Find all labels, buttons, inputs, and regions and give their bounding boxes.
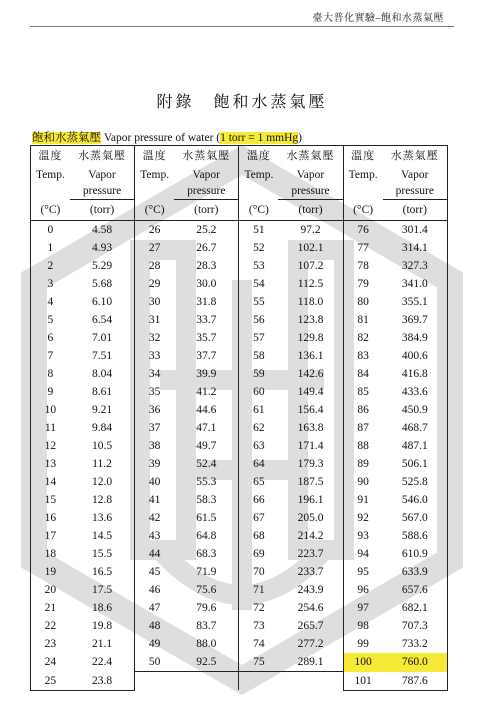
pressure-cell: 136.1 — [297, 350, 324, 362]
pressure-cell: 10.5 — [91, 440, 113, 452]
table-row — [31, 437, 448, 455]
temp-cell: 70 — [239, 563, 278, 581]
header-row — [31, 200, 448, 221]
temp-cell: 51 — [239, 221, 278, 240]
table-row — [31, 672, 448, 691]
page-title: 附錄 飽和水蒸氣壓 — [156, 94, 328, 111]
header-temp — [343, 184, 382, 200]
pressure-cell: 75.6 — [196, 584, 217, 596]
running-head: 臺大普化實驗–飽和水蒸氣壓 — [312, 13, 444, 24]
pressure-cell: 369.7 — [383, 311, 448, 329]
temp-cell: 60 — [239, 383, 278, 401]
header-temp: 溫度 — [239, 146, 278, 167]
pressure-cell: 92.5 — [174, 653, 239, 672]
temp-cell: 64 — [239, 455, 278, 473]
header-pressure: pressure — [383, 184, 448, 200]
temp-cell: 17 — [31, 527, 70, 545]
header-temp — [239, 184, 278, 200]
pressure-cell: 9.21 — [91, 404, 113, 416]
pressure-cell: 23.8 — [70, 672, 135, 691]
pressure-cell: 682.1 — [383, 599, 448, 617]
table-row — [31, 635, 448, 653]
temp-cell: 84 — [343, 365, 382, 383]
temp-cell: 35 — [135, 383, 174, 401]
table-row — [31, 491, 448, 509]
header-pressure: (torr) — [174, 200, 239, 221]
pressure-cell: 289.1 — [278, 653, 343, 672]
temp-cell: 92 — [343, 509, 382, 527]
pressure-cell: 196.1 — [297, 494, 324, 506]
header-temp: (°C) — [239, 200, 278, 221]
pressure-cell: 7.01 — [91, 332, 113, 344]
pressure-cell: 7.51 — [91, 350, 113, 362]
pressure-cell: 35.7 — [196, 332, 217, 344]
temp-cell: 50 — [135, 653, 174, 672]
pressure-cell: 129.8 — [297, 332, 324, 344]
table-row — [31, 347, 448, 365]
table-row — [31, 473, 448, 491]
pressure-cell: 31.8 — [196, 296, 217, 308]
pressure-cell: 41.2 — [196, 386, 217, 398]
pressure-cell: 233.7 — [297, 566, 324, 578]
empty-cell — [239, 672, 278, 691]
pressure-cell: 149.4 — [297, 386, 324, 398]
header-pressure: 水蒸氣壓 — [278, 146, 343, 167]
pressure-cell: 610.9 — [383, 545, 448, 563]
pressure-cell: 26.7 — [196, 242, 217, 254]
pressure-cell: 12.0 — [91, 476, 113, 488]
temp-cell: 0 — [31, 221, 70, 240]
pressure-cell: 546.0 — [383, 491, 448, 509]
header-pressure: Vapor — [192, 169, 220, 181]
pressure-cell: 243.9 — [297, 584, 324, 596]
pressure-cell: 314.1 — [383, 239, 448, 257]
header-pressure: pressure — [174, 184, 239, 200]
temp-cell: 59 — [239, 365, 278, 383]
temp-cell: 3 — [31, 275, 70, 293]
temp-cell: 34 — [135, 365, 174, 383]
temp-cell: 101 — [343, 672, 382, 691]
pressure-cell: 18.6 — [91, 602, 113, 614]
header-pressure: (torr) — [70, 200, 135, 221]
temp-cell: 39 — [135, 455, 174, 473]
temp-cell: 11 — [31, 419, 70, 437]
pressure-cell: 102.1 — [297, 242, 324, 254]
pressure-cell: 4.93 — [91, 242, 113, 254]
temp-cell: 26 — [135, 221, 174, 240]
temp-cell: 21 — [31, 599, 70, 617]
pressure-cell: 6.54 — [91, 314, 113, 326]
temp-cell: 27 — [135, 239, 174, 257]
table-row — [31, 563, 448, 581]
table-row — [31, 257, 448, 275]
header-temp: 溫度 — [31, 146, 70, 167]
pressure-cell: 163.8 — [297, 422, 324, 434]
temp-cell: 45 — [135, 563, 174, 581]
header-temp — [31, 184, 70, 200]
table-row — [31, 527, 448, 545]
pressure-cell: 17.5 — [91, 584, 113, 596]
temp-cell: 32 — [135, 329, 174, 347]
pressure-cell: 506.1 — [383, 455, 448, 473]
pressure-cell: 341.0 — [383, 275, 448, 293]
pressure-cell: 44.6 — [196, 404, 217, 416]
temp-cell: 65 — [239, 473, 278, 491]
pressure-cell: 487.1 — [383, 437, 448, 455]
pressure-cell: 171.4 — [297, 440, 324, 452]
pressure-cell: 71.9 — [196, 566, 217, 578]
temp-cell: 13 — [31, 455, 70, 473]
temp-cell: 86 — [343, 401, 382, 419]
temp-cell: 30 — [135, 293, 174, 311]
pressure-cell: 22.4 — [91, 656, 113, 669]
temp-cell: 76 — [343, 221, 382, 240]
temp-cell: 48 — [135, 617, 174, 635]
pressure-cell: 265.7 — [297, 620, 324, 632]
pressure-cell: 416.8 — [383, 365, 448, 383]
table-row — [31, 581, 448, 599]
pressure-cell: 83.7 — [196, 620, 217, 632]
pressure-cell: 707.3 — [383, 617, 448, 635]
temp-cell: 81 — [343, 311, 382, 329]
temp-cell: 91 — [343, 491, 382, 509]
header-temp: 溫度 — [135, 146, 174, 167]
pressure-cell: 301.4 — [383, 221, 448, 240]
table-row — [31, 383, 448, 401]
temp-cell: 98 — [343, 617, 382, 635]
temp-cell: 93 — [343, 527, 382, 545]
temp-cell: 72 — [239, 599, 278, 617]
header-temp: (°C) — [31, 200, 70, 221]
temp-cell: 8 — [31, 365, 70, 383]
temp-cell: 2 — [31, 257, 70, 275]
table-row — [31, 365, 448, 383]
pressure-cell: 657.6 — [383, 581, 448, 599]
header-temp: Temp. — [31, 166, 70, 184]
temp-cell: 78 — [343, 257, 382, 275]
temp-cell: 41 — [135, 491, 174, 509]
table-row — [31, 221, 448, 240]
temp-cell: 97 — [343, 599, 382, 617]
pressure-cell: 68.3 — [196, 548, 217, 560]
table-row — [31, 311, 448, 329]
pressure-cell: 28.3 — [196, 260, 217, 272]
temp-cell: 31 — [135, 311, 174, 329]
header-pressure: pressure — [278, 184, 343, 200]
pressure-cell: 760.0 — [383, 653, 448, 672]
temp-cell: 62 — [239, 419, 278, 437]
pressure-cell: 633.9 — [383, 563, 448, 581]
table-row — [31, 401, 448, 419]
temp-cell: 77 — [343, 239, 382, 257]
temp-cell: 100 — [343, 653, 382, 672]
temp-cell: 54 — [239, 275, 278, 293]
temp-cell: 89 — [343, 455, 382, 473]
empty-cell — [278, 672, 343, 691]
pressure-cell: 97.2 — [300, 224, 321, 236]
temp-cell: 25 — [31, 672, 70, 691]
pressure-cell: 64.8 — [196, 530, 217, 542]
header-pressure: (torr) — [383, 200, 448, 221]
pressure-cell: 450.9 — [383, 401, 448, 419]
pressure-cell: 277.2 — [297, 638, 324, 650]
pressure-cell: 112.5 — [297, 278, 324, 290]
caption-zh: 飽和水蒸氣壓 — [32, 132, 101, 144]
temp-cell: 57 — [239, 329, 278, 347]
header-pressure: (torr) — [278, 200, 343, 221]
header-temp: 溫度 — [343, 146, 382, 167]
temp-cell: 37 — [135, 419, 174, 437]
temp-cell: 90 — [343, 473, 382, 491]
temp-cell: 67 — [239, 509, 278, 527]
pressure-cell: 254.6 — [297, 602, 324, 614]
pressure-cell: 79.6 — [196, 602, 217, 614]
pressure-cell: 15.5 — [91, 548, 113, 560]
caption-unit-note: 1 torr = 1 mmHg — [220, 132, 299, 144]
temp-cell: 40 — [135, 473, 174, 491]
temp-cell: 79 — [343, 275, 382, 293]
header-temp: (°C) — [135, 200, 174, 221]
table-caption — [32, 129, 302, 145]
empty-cell — [174, 672, 239, 691]
vapor-pressure-table — [30, 145, 448, 691]
pressure-cell: 4.58 — [91, 224, 113, 236]
pressure-cell: 14.5 — [91, 530, 113, 542]
temp-cell: 29 — [135, 275, 174, 293]
temp-cell: 42 — [135, 509, 174, 527]
pressure-cell: 25.2 — [196, 224, 217, 236]
pressure-cell: 52.4 — [196, 458, 217, 470]
pressure-cell: 525.8 — [383, 473, 448, 491]
pressure-cell: 214.2 — [297, 530, 324, 542]
temp-cell: 74 — [239, 635, 278, 653]
table-row — [31, 653, 448, 672]
temp-cell: 6 — [31, 329, 70, 347]
temp-cell: 95 — [343, 563, 382, 581]
pressure-cell: 30.0 — [196, 278, 217, 290]
empty-cell — [135, 672, 174, 691]
pressure-cell: 13.6 — [91, 512, 113, 524]
header-row — [31, 146, 448, 167]
table-row — [31, 545, 448, 563]
header-pressure: 水蒸氣壓 — [174, 146, 239, 167]
pressure-cell: 33.7 — [196, 314, 217, 326]
pressure-cell: 11.2 — [92, 458, 112, 470]
temp-cell: 69 — [239, 545, 278, 563]
temp-cell: 14 — [31, 473, 70, 491]
temp-cell: 43 — [135, 527, 174, 545]
pressure-cell: 142.6 — [297, 368, 324, 380]
temp-cell: 80 — [343, 293, 382, 311]
temp-cell: 75 — [239, 653, 278, 672]
temp-cell: 47 — [135, 599, 174, 617]
pressure-cell: 205.0 — [297, 512, 324, 524]
header-pressure: Vapor — [383, 166, 448, 184]
table-row — [31, 617, 448, 635]
temp-cell: 94 — [343, 545, 382, 563]
pressure-cell: 400.6 — [383, 347, 448, 365]
header-temp: Temp. — [135, 166, 174, 184]
header-pressure: Vapor — [88, 169, 116, 181]
pressure-cell: 9.84 — [91, 422, 113, 434]
temp-cell: 83 — [343, 347, 382, 365]
pressure-cell: 47.1 — [196, 422, 217, 434]
temp-cell: 63 — [239, 437, 278, 455]
header-pressure: pressure — [70, 184, 135, 200]
pressure-cell: 355.1 — [383, 293, 448, 311]
temp-cell: 7 — [31, 347, 70, 365]
pressure-cell: 88.0 — [196, 638, 217, 650]
pressure-cell: 107.2 — [297, 260, 324, 272]
temp-cell: 61 — [239, 401, 278, 419]
pressure-cell: 733.2 — [383, 635, 448, 653]
temp-cell: 16 — [31, 509, 70, 527]
pressure-cell: 49.7 — [196, 440, 217, 452]
table-row — [31, 509, 448, 527]
header-pressure: 水蒸氣壓 — [383, 146, 448, 167]
pressure-cell: 6.10 — [91, 296, 113, 308]
header-row — [31, 166, 448, 184]
pressure-cell: 5.29 — [91, 260, 113, 272]
temp-cell: 85 — [343, 383, 382, 401]
pressure-cell: 787.6 — [383, 672, 448, 691]
temp-cell: 55 — [239, 293, 278, 311]
caption-close: ) — [298, 132, 302, 144]
pressure-cell: 8.61 — [91, 386, 113, 398]
pressure-cell: 58.3 — [196, 494, 217, 506]
header-rule — [30, 26, 454, 27]
table-row — [31, 599, 448, 617]
pressure-cell: 384.9 — [383, 329, 448, 347]
temp-cell: 19 — [31, 563, 70, 581]
pressure-cell: 567.0 — [383, 509, 448, 527]
temp-cell: 58 — [239, 347, 278, 365]
temp-cell: 71 — [239, 581, 278, 599]
pressure-cell: 8.04 — [91, 368, 113, 380]
table-row — [31, 275, 448, 293]
temp-cell: 52 — [239, 239, 278, 257]
pressure-cell: 223.7 — [297, 548, 324, 560]
temp-cell: 96 — [343, 581, 382, 599]
pressure-cell: 327.3 — [383, 257, 448, 275]
temp-cell: 66 — [239, 491, 278, 509]
pressure-cell: 588.6 — [383, 527, 448, 545]
temp-cell: 12 — [31, 437, 70, 455]
pressure-cell: 37.7 — [196, 350, 217, 362]
temp-cell: 73 — [239, 617, 278, 635]
temp-cell: 36 — [135, 401, 174, 419]
temp-cell: 56 — [239, 311, 278, 329]
pressure-cell: 61.5 — [196, 512, 217, 524]
pressure-cell: 39.9 — [196, 368, 217, 380]
temp-cell: 99 — [343, 635, 382, 653]
temp-cell: 28 — [135, 257, 174, 275]
temp-cell: 68 — [239, 527, 278, 545]
pressure-cell: 468.7 — [383, 419, 448, 437]
temp-cell: 24 — [31, 653, 70, 672]
temp-cell: 1 — [31, 239, 70, 257]
temp-cell: 88 — [343, 437, 382, 455]
header-temp: (°C) — [343, 200, 382, 221]
table-row — [31, 293, 448, 311]
header-temp — [135, 184, 174, 200]
pressure-cell: 12.8 — [91, 494, 113, 506]
temp-cell: 22 — [31, 617, 70, 635]
pressure-cell: 187.5 — [297, 476, 324, 488]
pressure-cell: 19.8 — [91, 620, 113, 632]
table-row — [31, 419, 448, 437]
temp-cell: 33 — [135, 347, 174, 365]
temp-cell: 49 — [135, 635, 174, 653]
pressure-cell: 16.5 — [91, 566, 113, 578]
temp-cell: 15 — [31, 491, 70, 509]
pressure-cell: 123.8 — [297, 314, 324, 326]
temp-cell: 82 — [343, 329, 382, 347]
temp-cell: 38 — [135, 437, 174, 455]
pressure-cell: 179.3 — [297, 458, 324, 470]
header-row — [31, 184, 448, 200]
table-row — [31, 329, 448, 347]
temp-cell: 23 — [31, 635, 70, 653]
pressure-cell: 433.6 — [383, 383, 448, 401]
pressure-cell: 156.4 — [297, 404, 324, 416]
temp-cell: 4 — [31, 293, 70, 311]
header-temp: Temp. — [343, 166, 382, 184]
temp-cell: 53 — [239, 257, 278, 275]
caption-en: Vapor pressure of water ( — [101, 132, 221, 144]
header-pressure: 水蒸氣壓 — [70, 146, 135, 167]
table-row — [31, 455, 448, 473]
temp-cell: 10 — [31, 401, 70, 419]
pressure-cell: 21.1 — [91, 638, 113, 650]
pressure-cell: 118.0 — [297, 296, 324, 308]
temp-cell: 20 — [31, 581, 70, 599]
temp-cell: 9 — [31, 383, 70, 401]
temp-cell: 18 — [31, 545, 70, 563]
temp-cell: 5 — [31, 311, 70, 329]
temp-cell: 87 — [343, 419, 382, 437]
header-temp: Temp. — [239, 166, 278, 184]
temp-cell: 44 — [135, 545, 174, 563]
temp-cell: 46 — [135, 581, 174, 599]
header-pressure: Vapor — [296, 169, 325, 181]
pressure-cell: 5.68 — [91, 278, 113, 290]
table-row — [31, 239, 448, 257]
pressure-cell: 55.3 — [196, 476, 217, 488]
